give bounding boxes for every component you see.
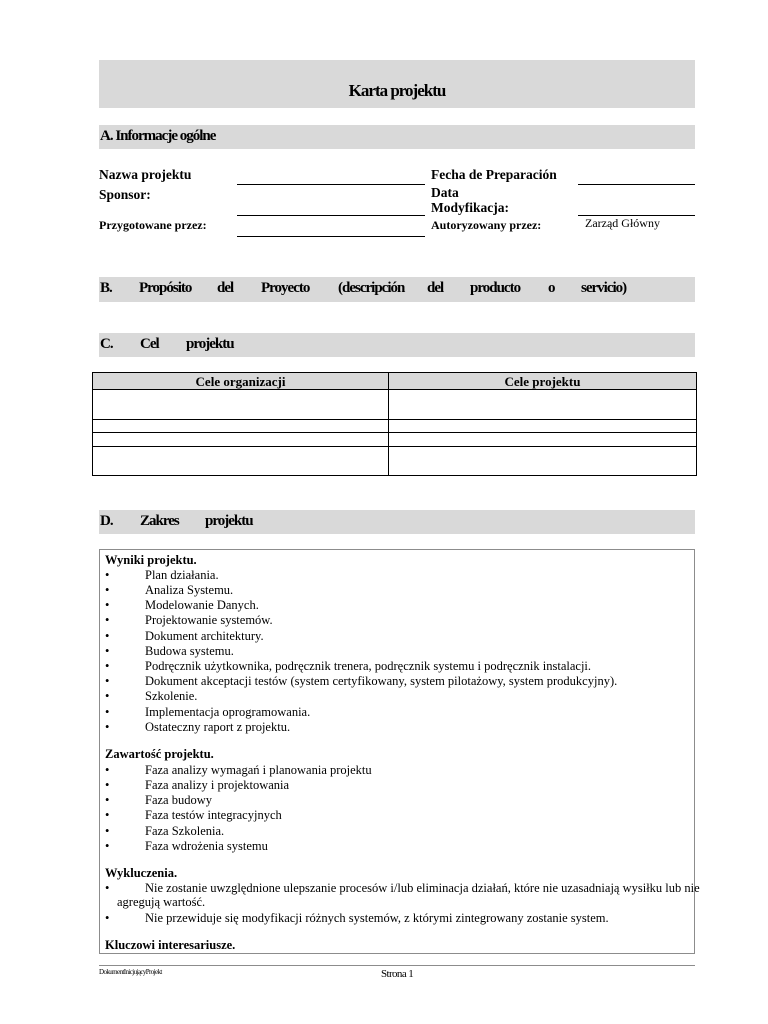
- org-goals-header: Cele organizacji: [93, 373, 389, 390]
- section-b-word: del: [427, 280, 444, 296]
- table-cell[interactable]: [389, 420, 697, 433]
- table-cell[interactable]: [389, 447, 697, 476]
- section-b-word: del: [217, 280, 234, 296]
- bullet: •: [105, 598, 110, 612]
- project-name-label: Nazwa projektu: [99, 167, 192, 182]
- bullet: •: [105, 568, 110, 582]
- mod-date-label-line1: Data: [431, 185, 459, 200]
- bullet: •: [105, 720, 110, 734]
- bullet: •: [105, 839, 110, 853]
- bullet: •: [105, 674, 110, 688]
- table-cell[interactable]: [389, 433, 697, 447]
- section-d-word: Zakres: [140, 513, 179, 529]
- section-b-word: producto: [470, 280, 521, 296]
- table-cell[interactable]: [389, 390, 697, 420]
- bullet: •: [105, 689, 110, 703]
- list-item: Faza budowy: [145, 793, 212, 807]
- prep-date-field[interactable]: [578, 184, 695, 185]
- section-b-word: servicio): [581, 280, 627, 296]
- section-b-word: B.: [100, 280, 112, 296]
- prepared-by-label: Przygotowane przez:: [99, 218, 207, 232]
- section-b-header: [99, 277, 695, 302]
- bullet: •: [105, 659, 110, 673]
- table-cell[interactable]: [93, 433, 389, 447]
- list-item: Faza analizy wymagań i planowania projektu: [145, 763, 372, 777]
- section-a-title: A. Informacje ogólne: [100, 128, 216, 144]
- project-goals-header: Cele projektu: [389, 373, 697, 390]
- bullet: •: [105, 911, 110, 925]
- list-item: Faza wdrożenia systemu: [145, 839, 268, 853]
- section-b-word: Proyecto: [261, 280, 310, 296]
- list-item: Faza Szkolenia.: [145, 824, 225, 838]
- list-item: Implementacja oprogramowania.: [145, 705, 311, 719]
- table-row: [93, 433, 697, 447]
- bullet: •: [105, 705, 110, 719]
- bullet: •: [105, 824, 110, 838]
- list-item: Dokument architektury.: [145, 629, 264, 643]
- list-item: Faza analizy i projektowania: [145, 778, 290, 792]
- project-name-field[interactable]: [237, 184, 425, 185]
- bullet: •: [105, 793, 110, 807]
- table-row: [93, 447, 697, 476]
- bullet: •: [105, 763, 110, 777]
- list-item: Ostateczny raport z projektu.: [145, 720, 291, 734]
- authorized-by-label: Autoryzowany przez:: [431, 218, 542, 232]
- exclusions-heading: Wykluczenia.: [105, 866, 178, 880]
- section-c-word: C.: [100, 336, 113, 352]
- stakeholders-heading: Kluczowi interesariusze.: [105, 938, 236, 952]
- bullet: •: [105, 583, 110, 597]
- bullet: •: [105, 629, 110, 643]
- bullet: •: [105, 613, 110, 627]
- section-a-header: [99, 125, 695, 149]
- list-item: Nie zostanie uwzględnione ulepszanie procesów i/lub eliminacja działań, które nie uzasadniają wysiłku lub nie: [145, 881, 700, 895]
- section-b-word: o: [548, 280, 555, 296]
- prepared-by-field[interactable]: [237, 236, 425, 237]
- list-item: Budowa systemu.: [145, 644, 234, 658]
- list-item-continuation: agregują wartość.: [117, 895, 206, 909]
- prep-date-label: Fecha de Preparación: [431, 167, 557, 182]
- sponsor-label: Sponsor:: [99, 187, 151, 202]
- section-d-header: [99, 510, 695, 534]
- list-item: Szkolenie.: [145, 689, 198, 703]
- authorized-by-value[interactable]: Zarząd Główny: [585, 216, 660, 230]
- list-item: Analiza Systemu.: [145, 583, 234, 597]
- section-c-word: projektu: [186, 336, 234, 352]
- goals-table-header-row: [93, 373, 697, 390]
- title-banner: [99, 60, 695, 108]
- list-item: Podręcznik użytkownika, podręcznik trenera, podręcznik systemu i podręcznik instalacji.: [145, 659, 592, 673]
- sponsor-field[interactable]: [237, 215, 425, 216]
- section-c-word: Cel: [140, 336, 159, 352]
- mod-date-label-line2: Modyfikacja:: [431, 200, 509, 215]
- section-c-header: [99, 333, 695, 357]
- scope-box: [99, 549, 700, 954]
- list-item: Projektowanie systemów.: [145, 613, 273, 627]
- table-row: [93, 420, 697, 433]
- bullet: •: [105, 644, 110, 658]
- bullet: •: [105, 808, 110, 822]
- bullet: •: [105, 778, 110, 792]
- list-item: Dokument akceptacji testów (system certyfikowany, system pilotażowy, system produkcyjny).: [145, 674, 618, 688]
- table-cell[interactable]: [93, 420, 389, 433]
- list-item: Nie przewiduje się modyfikacji różnych systemów, z którymi zintegrowany zostanie system.: [145, 911, 609, 925]
- section-b-word: (descripción: [338, 280, 405, 296]
- deliverables-heading: Wyniki projektu.: [105, 553, 197, 567]
- footer-divider: [99, 965, 695, 966]
- table-cell[interactable]: [93, 447, 389, 476]
- bullet: •: [105, 881, 110, 895]
- table-cell[interactable]: [93, 390, 389, 420]
- section-d-word: D.: [100, 513, 113, 529]
- list-item: Modelowanie Danych.: [145, 598, 259, 612]
- list-item: Faza testów integracyjnych: [145, 808, 282, 822]
- footer-document-name: DokumentInicjującyProjekt: [99, 968, 162, 976]
- table-row: [93, 390, 697, 420]
- list-item: Plan działania.: [145, 568, 219, 582]
- footer-page-number: Strona 1: [381, 968, 414, 980]
- goals-table: [92, 372, 697, 476]
- section-d-word: projektu: [205, 513, 253, 529]
- document-title: Karta projektu: [348, 81, 446, 100]
- section-b-word: Propósito: [139, 280, 192, 296]
- content-heading: Zawartość projektu.: [105, 747, 214, 761]
